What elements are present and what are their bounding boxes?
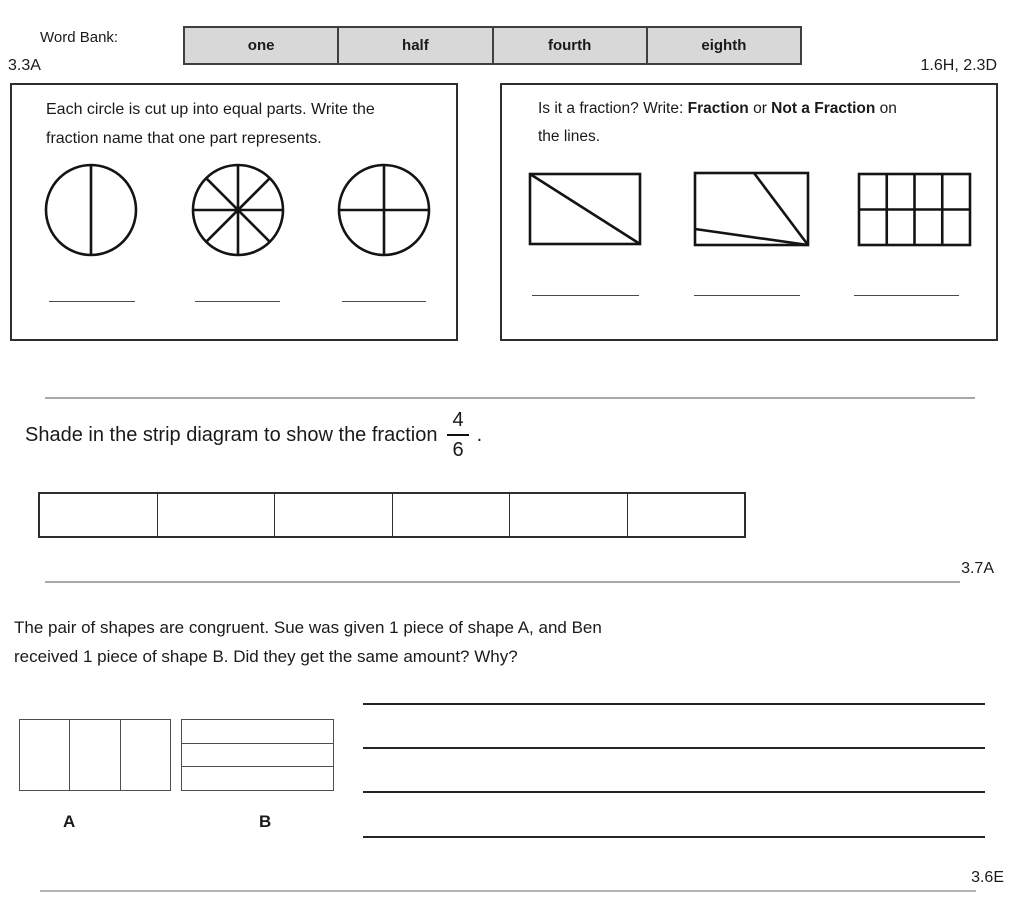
shape-b-part (182, 744, 333, 768)
fraction-id-prompt: Is it a fraction? Write: Fraction or Not a Fraction on the lines. (538, 100, 897, 145)
shape-a-part (20, 720, 70, 790)
shape-b-part (182, 720, 333, 744)
section-divider (45, 397, 975, 399)
strip-question-prompt: Shade in the strip diagram to show the fraction $\frac{4}{6}$ . (25, 402, 482, 468)
fraction-id-question-box (500, 83, 998, 341)
strip-cell[interactable] (158, 494, 276, 536)
answer-blank[interactable] (532, 295, 639, 296)
shape-a-part (70, 720, 120, 790)
shape-b-label: B (259, 812, 272, 831)
strip-cell[interactable] (393, 494, 511, 536)
rect-grid-4x2 (859, 174, 970, 245)
shape-a-label: A (63, 812, 76, 831)
standard-code-top-right: 1.6H, 2.3D (920, 57, 997, 74)
rect-unequal-parts (695, 173, 808, 245)
word-bank-item: one (185, 28, 339, 63)
circle-question-prompt: Each circle is cut up into equal parts. Write the fraction name that one part represents. (46, 101, 375, 147)
strip-diagram (38, 492, 746, 538)
circle-halves (46, 165, 136, 255)
strip-cell[interactable] (40, 494, 158, 536)
congruent-question-prompt: The pair of shapes are congruent. Sue was given 1 piece of shape A, and Ben received 1 piece of shape B. Did they get the same amount? Why? (14, 618, 602, 666)
section-divider (40, 890, 976, 892)
section-divider (45, 581, 960, 583)
standard-code-top-left: 3.3A (8, 57, 41, 74)
answer-line[interactable] (363, 836, 985, 838)
standard-code-bottom-right: 3.6E (971, 869, 1004, 886)
word-bank (183, 26, 802, 65)
strip-cell[interactable] (510, 494, 628, 536)
circle-question-box (10, 83, 458, 341)
circle-eighths (193, 165, 283, 255)
answer-blank[interactable] (49, 301, 135, 302)
answer-line[interactable] (363, 791, 985, 793)
fraction-four-sixths: $\frac{4}{6}$ (447, 407, 468, 464)
word-bank-item: fourth (494, 28, 648, 63)
answer-line[interactable] (363, 747, 985, 749)
shape-a-part (121, 720, 170, 790)
strip-cell[interactable] (628, 494, 745, 536)
shape-a-thirds-vertical (19, 719, 171, 791)
standard-code-mid-right: 3.7A (961, 560, 994, 577)
answer-line[interactable] (363, 703, 985, 705)
shape-b-thirds-horizontal (181, 719, 334, 791)
answer-blank[interactable] (694, 295, 800, 296)
fraction-id-figures (502, 85, 996, 339)
word-bank-item: half (339, 28, 493, 63)
answer-blank[interactable] (854, 295, 959, 296)
circle-fourths (339, 165, 429, 255)
answer-blank[interactable] (195, 301, 280, 302)
word-bank-label: Word Bank: (40, 29, 119, 46)
shape-b-part (182, 767, 333, 790)
strip-cell[interactable] (275, 494, 393, 536)
rect-one-diagonal (530, 174, 640, 244)
answer-blank[interactable] (342, 301, 426, 302)
word-bank-item: eighth (701, 37, 747, 54)
